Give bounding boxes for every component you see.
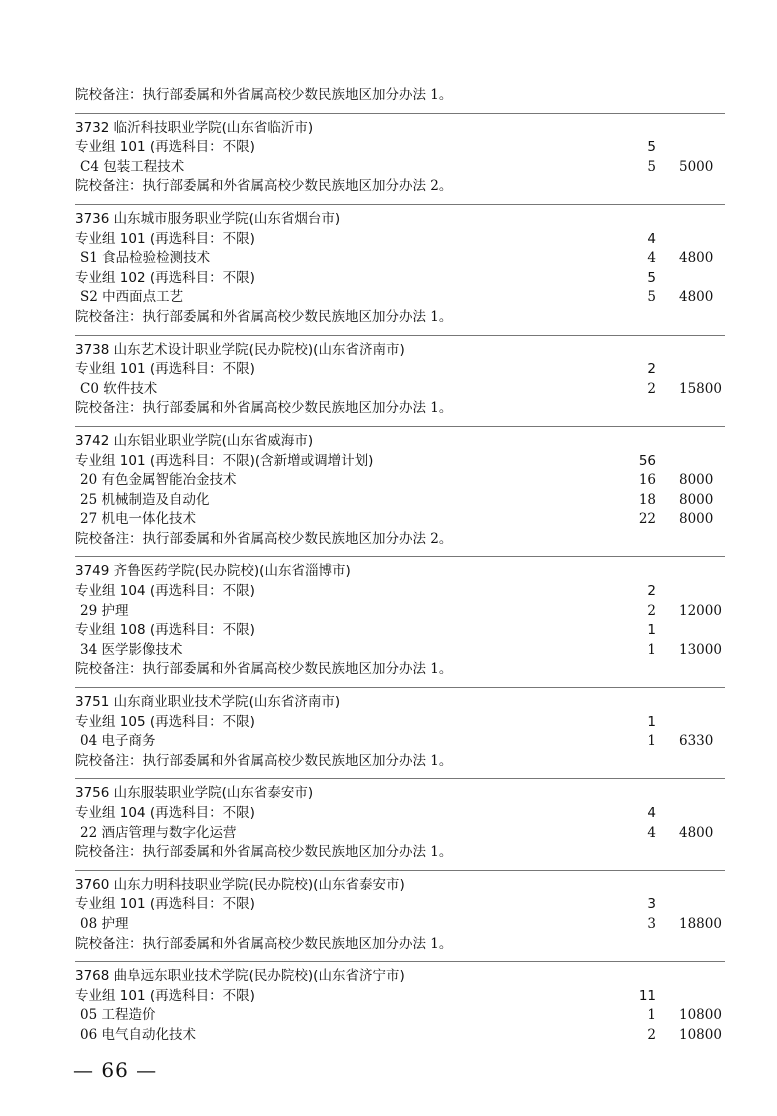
major-group-label: 专业组 102 (再选科目：不限) <box>75 269 255 286</box>
major-group-row <box>75 987 725 1007</box>
group-plan-count: 3 <box>647 896 656 913</box>
tuition-fee: 4800 <box>679 289 714 306</box>
tuition-fee: 8000 <box>679 472 714 489</box>
section-divider <box>75 687 725 688</box>
major-group-row <box>75 269 725 289</box>
school-block <box>75 784 725 862</box>
group-plan-count: 5 <box>647 269 656 286</box>
major-row <box>75 602 725 622</box>
section-divider <box>75 113 725 114</box>
page-number: — 66 — <box>73 1058 158 1082</box>
major-group-label: 专业组 101 (再选科目：不限) <box>75 361 255 378</box>
tuition-fee: 15800 <box>679 380 722 397</box>
group-plan-count: 1 <box>647 622 656 639</box>
major-plan-count: 5 <box>647 289 656 306</box>
major-plan-count: 4 <box>647 824 656 841</box>
major-group-label: 专业组 104 (再选科目：不限) <box>75 805 255 821</box>
major-group-row <box>75 895 725 915</box>
major-group-label: 专业组 101 (再选科目：不限)(含新增或调增计划) <box>75 452 374 469</box>
section-divider <box>75 870 725 871</box>
major-plan-count: 2 <box>647 380 656 397</box>
major-group-row <box>75 621 725 641</box>
major-name: S1 食品检验检测技术 <box>80 250 211 267</box>
major-name: C0 软件技术 <box>80 380 158 397</box>
major-name: C4 包装工程技术 <box>80 158 185 175</box>
major-row <box>75 641 725 661</box>
major-name: 04 电子商务 <box>80 733 156 750</box>
school-header: 3738 山东艺术设计职业学院(民办院校)(山东省济南市) <box>75 341 405 358</box>
major-row <box>75 824 725 844</box>
school-header: 3749 齐鲁医药学院(民办院校)(山东省淄博市) <box>75 563 351 580</box>
major-group-label: 专业组 101 (再选科目：不限) <box>75 139 255 156</box>
section-divider <box>75 778 725 779</box>
tuition-fee: 4800 <box>679 824 714 841</box>
tuition-fee: 18800 <box>679 915 722 932</box>
major-name: 06 电气自动化技术 <box>80 1026 196 1043</box>
school-header: 3768 曲阜远东职业技术学院(民办院校)(山东省济宁市) <box>75 968 405 985</box>
tuition-fee: 12000 <box>679 602 722 619</box>
major-row <box>75 288 725 308</box>
school-note: 院校备注：执行部委属和外省属高校少数民族地区加分办法 2。 <box>75 178 453 195</box>
major-group-row <box>75 582 725 602</box>
school-header: 3751 山东商业职业技术学院(山东省济南市) <box>75 694 341 711</box>
school-note: 院校备注：执行部委属和外省属高校少数民族地区加分办法 1。 <box>75 844 453 861</box>
major-name: 22 酒店管理与数字化运营 <box>80 824 237 841</box>
tuition-fee: 6330 <box>679 733 714 750</box>
school-block <box>75 341 725 419</box>
section-divider <box>75 204 725 205</box>
tuition-fee: 10800 <box>679 1026 722 1043</box>
major-plan-count: 2 <box>647 1026 656 1043</box>
group-plan-count: 4 <box>647 805 656 821</box>
school-header: 3742 山东铝业职业学院(山东省威海市) <box>75 432 314 449</box>
major-name: 20 有色金属智能冶金技术 <box>80 472 237 489</box>
major-plan-count: 16 <box>638 472 656 489</box>
tuition-fee: 5000 <box>679 158 714 175</box>
major-row <box>75 249 725 269</box>
major-name: 25 机械制造及自动化 <box>80 491 210 508</box>
group-plan-count: 56 <box>638 452 656 469</box>
school-note: 院校备注：执行部委属和外省属高校少数民族地区加分办法 1。 <box>75 661 453 678</box>
major-plan-count: 2 <box>647 602 656 619</box>
major-group-row <box>75 804 725 824</box>
tuition-fee: 13000 <box>679 641 722 658</box>
admission-plan-list <box>75 86 725 1046</box>
major-name: 08 护理 <box>80 915 129 932</box>
school-note: 院校备注：执行部委属和外省属高校少数民族地区加分办法 1。 <box>75 308 453 325</box>
school-header: 3756 山东服装职业学院(山东省泰安市) <box>75 785 314 802</box>
major-name: S2 中西面点工艺 <box>80 289 184 306</box>
major-plan-count: 1 <box>647 1007 656 1024</box>
section-divider <box>75 961 725 962</box>
group-plan-count: 4 <box>647 230 656 247</box>
major-group-row <box>75 230 725 250</box>
major-group-label: 专业组 104 (再选科目：不限) <box>75 583 255 600</box>
section-divider <box>75 556 725 557</box>
school-block <box>75 119 725 197</box>
major-plan-count: 22 <box>638 511 656 528</box>
major-row <box>75 1006 725 1026</box>
tuition-fee: 4800 <box>679 250 714 267</box>
tuition-fee: 8000 <box>679 511 714 528</box>
major-row <box>75 510 725 530</box>
major-row <box>75 380 725 400</box>
school-note: 院校备注：执行部委属和外省属高校少数民族地区加分办法 2。 <box>75 530 453 547</box>
major-plan-count: 1 <box>647 733 656 750</box>
school-header: 3760 山东力明科技职业学院(民办院校)(山东省泰安市) <box>75 876 405 893</box>
major-plan-count: 18 <box>638 491 656 508</box>
school-note: 院校备注：执行部委属和外省属高校少数民族地区加分办法 1。 <box>75 400 453 417</box>
group-plan-count: 5 <box>647 139 656 156</box>
group-plan-count: 1 <box>647 713 656 730</box>
school-block <box>75 693 725 771</box>
group-plan-count: 2 <box>647 583 656 600</box>
major-group-row <box>75 360 725 380</box>
school-note: 院校备注：执行部委属和外省属高校少数民族地区加分办法 1。 <box>75 935 453 952</box>
school-block <box>75 210 725 328</box>
major-group-label: 专业组 101 (再选科目：不限) <box>75 230 255 247</box>
major-plan-count: 1 <box>647 641 656 658</box>
major-row <box>75 732 725 752</box>
major-group-label: 专业组 105 (再选科目：不限) <box>75 713 255 730</box>
major-row <box>75 491 725 511</box>
major-row <box>75 1026 725 1046</box>
major-group-row <box>75 138 725 158</box>
tuition-fee: 10800 <box>679 1007 722 1024</box>
major-group-label: 专业组 108 (再选科目：不限) <box>75 622 255 639</box>
major-plan-count: 5 <box>647 158 656 175</box>
section-divider <box>75 426 725 427</box>
section-divider <box>75 335 725 336</box>
school-header: 3732 临沂科技职业学院(山东省临沂市) <box>75 119 314 136</box>
tuition-fee: 8000 <box>679 491 714 508</box>
school-note: 院校备注：执行部委属和外省属高校少数民族地区加分办法 1。 <box>75 87 453 103</box>
school-header: 3736 山东城市服务职业学院(山东省烟台市) <box>75 210 341 227</box>
school-block <box>75 562 725 680</box>
major-name: 27 机电一体化技术 <box>80 511 196 528</box>
major-name: 34 医学影像技术 <box>80 641 183 658</box>
major-name: 29 护理 <box>80 602 129 619</box>
school-block <box>75 967 725 1045</box>
major-row <box>75 471 725 491</box>
major-row <box>75 915 725 935</box>
major-group-row <box>75 713 725 733</box>
major-group-row <box>75 452 725 472</box>
major-name: 05 工程造价 <box>80 1007 156 1024</box>
major-group-label: 专业组 101 (再选科目：不限) <box>75 896 255 913</box>
major-plan-count: 3 <box>647 915 656 932</box>
group-plan-count: 11 <box>638 987 656 1004</box>
school-block <box>75 876 725 954</box>
major-plan-count: 4 <box>647 250 656 267</box>
major-group-label: 专业组 101 (再选科目：不限) <box>75 987 255 1004</box>
school-block <box>75 432 725 550</box>
school-note: 院校备注：执行部委属和外省属高校少数民族地区加分办法 1。 <box>75 752 453 769</box>
group-plan-count: 2 <box>647 361 656 378</box>
major-row <box>75 158 725 178</box>
